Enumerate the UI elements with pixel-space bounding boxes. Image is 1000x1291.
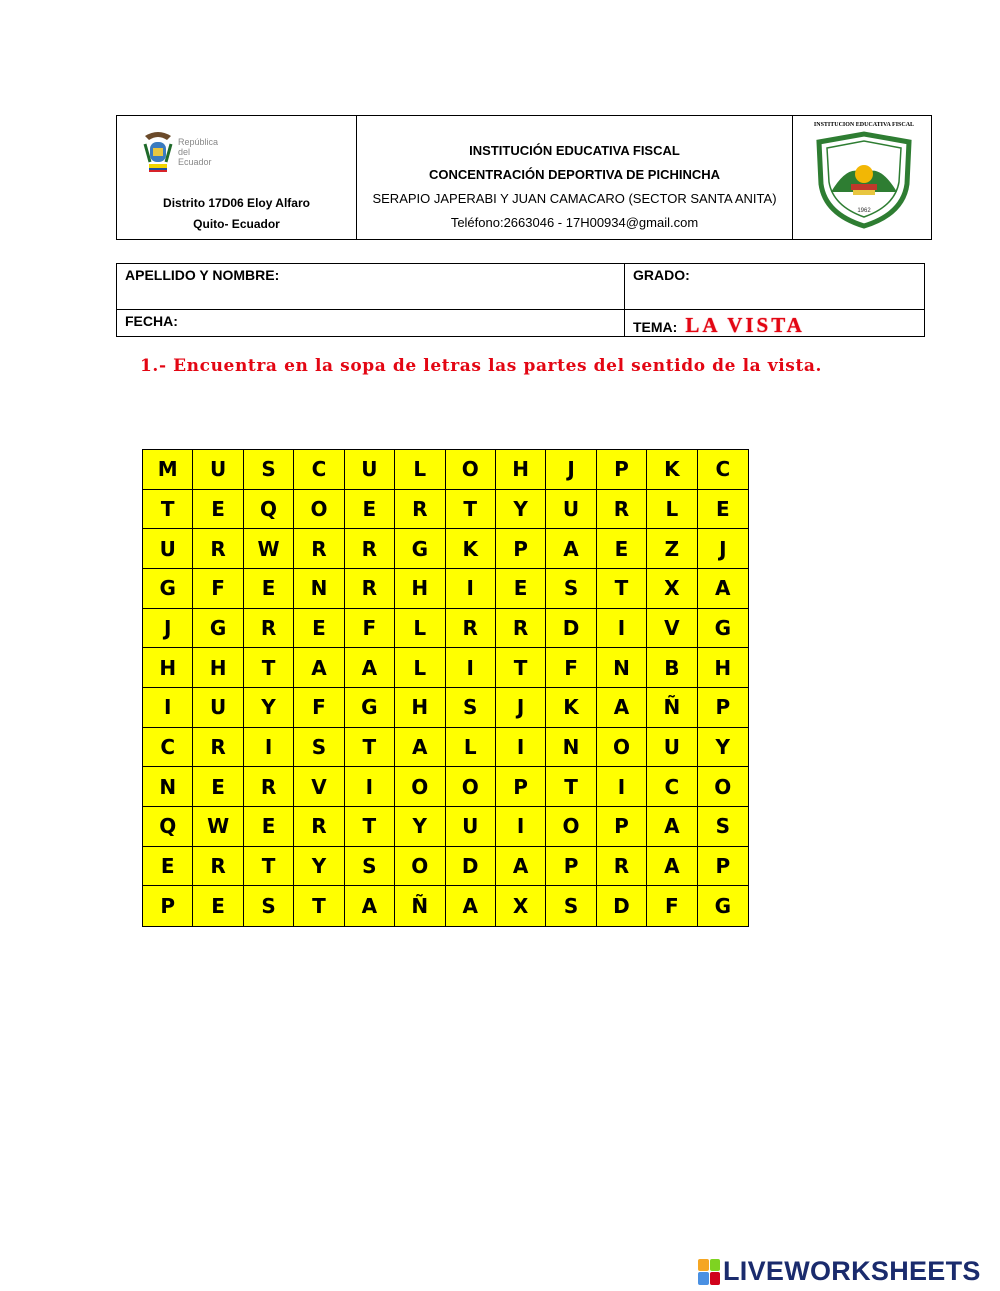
grid-cell[interactable]: F bbox=[294, 688, 344, 728]
grid-cell[interactable]: T bbox=[143, 490, 193, 530]
grid-cell[interactable]: A bbox=[496, 847, 546, 887]
grid-cell[interactable]: J bbox=[496, 688, 546, 728]
city-line: Quito- Ecuador bbox=[193, 217, 280, 231]
grid-cell[interactable]: G bbox=[395, 529, 445, 569]
grid-cell[interactable]: U bbox=[193, 450, 243, 490]
grid-cell[interactable]: K bbox=[546, 688, 596, 728]
grid-cell[interactable]: L bbox=[395, 450, 445, 490]
grid-cell[interactable]: T bbox=[546, 767, 596, 807]
grid-cell[interactable]: W bbox=[244, 529, 294, 569]
brand-logo-icon bbox=[698, 1259, 720, 1285]
grid-cell[interactable]: E bbox=[294, 609, 344, 649]
name-field[interactable] bbox=[117, 264, 625, 309]
grid-cell[interactable]: D bbox=[446, 847, 496, 887]
grid-cell[interactable]: D bbox=[546, 609, 596, 649]
grid-cell[interactable]: A bbox=[345, 648, 395, 688]
grid-cell[interactable]: E bbox=[244, 807, 294, 847]
grid-cell[interactable]: T bbox=[446, 490, 496, 530]
grid-cell[interactable]: H bbox=[143, 648, 193, 688]
grid-cell[interactable]: B bbox=[647, 648, 697, 688]
grid-cell[interactable]: R bbox=[496, 609, 546, 649]
grid-cell[interactable]: L bbox=[395, 648, 445, 688]
grid-cell[interactable]: A bbox=[395, 728, 445, 768]
grid-cell[interactable]: V bbox=[294, 767, 344, 807]
grid-cell[interactable]: P bbox=[698, 688, 748, 728]
grid-cell[interactable]: U bbox=[345, 450, 395, 490]
grid-cell[interactable]: R bbox=[597, 490, 647, 530]
institution-address: SERAPIO JAPERABI Y JUAN CAMACARO (SECTOR SANTA ANITA) bbox=[372, 191, 777, 206]
grid-cell[interactable]: C bbox=[698, 450, 748, 490]
grid-cell[interactable]: L bbox=[395, 609, 445, 649]
institution-name: CONCENTRACIÓN DEPORTIVA DE PICHINCHA bbox=[428, 167, 721, 182]
grid-cell[interactable]: R bbox=[193, 529, 243, 569]
grid-cell[interactable]: P bbox=[698, 847, 748, 887]
grid-cell[interactable]: F bbox=[647, 886, 697, 926]
grid-cell[interactable]: R bbox=[345, 529, 395, 569]
grid-cell[interactable]: Y bbox=[244, 688, 294, 728]
header-institution-cell bbox=[357, 116, 793, 239]
grid-cell[interactable]: I bbox=[496, 728, 546, 768]
grid-cell[interactable]: O bbox=[446, 767, 496, 807]
grid-cell[interactable]: G bbox=[698, 609, 748, 649]
grid-cell[interactable]: T bbox=[244, 648, 294, 688]
school-shield-icon bbox=[809, 122, 919, 232]
grid-cell[interactable]: P bbox=[496, 767, 546, 807]
grid-cell[interactable]: Y bbox=[698, 728, 748, 768]
grid-cell[interactable]: A bbox=[546, 529, 596, 569]
grid-cell[interactable]: W bbox=[193, 807, 243, 847]
grid-cell[interactable]: T bbox=[496, 648, 546, 688]
grid-cell[interactable]: A bbox=[294, 648, 344, 688]
grid-cell[interactable]: F bbox=[193, 569, 243, 609]
grid-cell[interactable]: D bbox=[597, 886, 647, 926]
grid-cell[interactable]: T bbox=[244, 847, 294, 887]
grid-cell[interactable]: R bbox=[244, 767, 294, 807]
liveworksheets-brand bbox=[698, 1256, 981, 1287]
grid-cell[interactable]: U bbox=[446, 807, 496, 847]
grid-cell[interactable]: N bbox=[143, 767, 193, 807]
grid-cell[interactable]: I bbox=[446, 648, 496, 688]
grid-cell[interactable]: N bbox=[546, 728, 596, 768]
grid-cell[interactable]: J bbox=[143, 609, 193, 649]
school-crest bbox=[809, 122, 919, 237]
grid-cell[interactable]: U bbox=[143, 529, 193, 569]
grid-cell[interactable]: O bbox=[546, 807, 596, 847]
grid-cell[interactable]: I bbox=[345, 767, 395, 807]
instruction-text: 1.- Encuentra en la sopa de letras las partes del sentido de la vista. bbox=[140, 356, 823, 376]
header-crest-cell bbox=[793, 116, 931, 239]
grid-cell[interactable]: J bbox=[698, 529, 748, 569]
grid-cell[interactable]: O bbox=[395, 847, 445, 887]
district-info bbox=[117, 193, 356, 235]
grid-cell[interactable]: N bbox=[294, 569, 344, 609]
grid-cell[interactable]: S bbox=[244, 886, 294, 926]
grid-cell[interactable]: A bbox=[597, 688, 647, 728]
grid-cell[interactable]: C bbox=[294, 450, 344, 490]
grid-cell[interactable]: A bbox=[647, 847, 697, 887]
grid-cell[interactable]: E bbox=[496, 569, 546, 609]
grid-cell[interactable]: F bbox=[345, 609, 395, 649]
grid-cell[interactable]: E bbox=[698, 490, 748, 530]
grid-cell[interactable]: E bbox=[193, 886, 243, 926]
grid-cell[interactable]: Y bbox=[294, 847, 344, 887]
grid-cell[interactable]: X bbox=[496, 886, 546, 926]
grid-cell[interactable]: J bbox=[546, 450, 596, 490]
topic-label: TEMA: bbox=[633, 319, 678, 335]
grid-cell[interactable]: Ñ bbox=[647, 688, 697, 728]
grid-cell[interactable]: A bbox=[647, 807, 697, 847]
grid-cell[interactable]: O bbox=[446, 450, 496, 490]
grid-cell[interactable]: R bbox=[446, 609, 496, 649]
crest-year: 1962 bbox=[857, 208, 871, 214]
grid-cell[interactable]: A bbox=[345, 886, 395, 926]
name-label: APELLIDO Y NOMBRE: bbox=[125, 267, 280, 283]
grid-cell[interactable]: H bbox=[698, 648, 748, 688]
grid-cell[interactable]: X bbox=[647, 569, 697, 609]
word-search-grid[interactable] bbox=[142, 449, 749, 927]
grid-cell[interactable]: U bbox=[647, 728, 697, 768]
grid-cell[interactable]: I bbox=[244, 728, 294, 768]
grid-cell[interactable]: S bbox=[244, 450, 294, 490]
grid-cell[interactable]: E bbox=[597, 529, 647, 569]
grid-cell[interactable]: R bbox=[294, 529, 344, 569]
grid-cell[interactable]: L bbox=[446, 728, 496, 768]
grade-field[interactable] bbox=[625, 264, 924, 309]
grid-cell[interactable]: R bbox=[193, 847, 243, 887]
grid-cell[interactable]: Y bbox=[395, 807, 445, 847]
grid-cell[interactable]: E bbox=[143, 847, 193, 887]
district-line: Distrito 17D06 Eloy Alfaro bbox=[163, 196, 310, 210]
student-info-table bbox=[116, 263, 925, 337]
header-left-cell bbox=[117, 116, 357, 239]
grade-label: GRADO: bbox=[633, 267, 690, 283]
ecuador-coat-of-arms-icon bbox=[141, 130, 175, 174]
grid-cell[interactable]: I bbox=[597, 609, 647, 649]
grid-cell[interactable]: F bbox=[546, 648, 596, 688]
grid-cell[interactable]: S bbox=[698, 807, 748, 847]
ecuador-logo bbox=[141, 130, 224, 174]
grid-cell[interactable]: K bbox=[647, 450, 697, 490]
grid-cell[interactable]: V bbox=[647, 609, 697, 649]
grid-cell[interactable]: Ñ bbox=[395, 886, 445, 926]
grid-cell[interactable]: S bbox=[546, 569, 596, 609]
grid-cell[interactable]: I bbox=[597, 767, 647, 807]
grid-cell[interactable]: R bbox=[294, 807, 344, 847]
grid-cell[interactable]: R bbox=[597, 847, 647, 887]
grid-cell[interactable]: R bbox=[345, 569, 395, 609]
grid-cell[interactable]: H bbox=[496, 450, 546, 490]
grid-cell[interactable]: I bbox=[446, 569, 496, 609]
grid-cell[interactable]: P bbox=[597, 450, 647, 490]
grid-cell[interactable]: P bbox=[496, 529, 546, 569]
grid-cell[interactable]: P bbox=[597, 807, 647, 847]
grid-cell[interactable]: N bbox=[597, 648, 647, 688]
grid-cell[interactable]: G bbox=[345, 688, 395, 728]
grid-cell[interactable]: L bbox=[647, 490, 697, 530]
grid-cell[interactable]: R bbox=[244, 609, 294, 649]
grid-cell[interactable]: P bbox=[546, 847, 596, 887]
grid-cell[interactable]: U bbox=[193, 688, 243, 728]
brand-name: LIVEWORKSHEETS bbox=[723, 1256, 981, 1286]
grid-cell[interactable]: T bbox=[345, 728, 395, 768]
grid-cell[interactable]: S bbox=[294, 728, 344, 768]
grid-cell[interactable]: R bbox=[395, 490, 445, 530]
grid-cell[interactable]: Q bbox=[244, 490, 294, 530]
grid-cell[interactable]: O bbox=[597, 728, 647, 768]
grid-cell[interactable]: S bbox=[546, 886, 596, 926]
grid-cell[interactable]: T bbox=[597, 569, 647, 609]
date-label: FECHA: bbox=[125, 313, 178, 329]
grid-cell[interactable]: E bbox=[345, 490, 395, 530]
grid-cell[interactable]: T bbox=[345, 807, 395, 847]
institution-contact: Teléfono:2663046 - 17H00934@gmail.com bbox=[450, 215, 699, 230]
grid-cell[interactable]: H bbox=[193, 648, 243, 688]
grid-cell[interactable]: O bbox=[294, 490, 344, 530]
grid-cell[interactable]: A bbox=[698, 569, 748, 609]
date-field[interactable] bbox=[117, 310, 625, 337]
grid-cell[interactable]: E bbox=[193, 490, 243, 530]
school-header bbox=[116, 115, 932, 240]
grid-cell[interactable]: E bbox=[244, 569, 294, 609]
grid-cell[interactable]: C bbox=[143, 728, 193, 768]
grid-cell[interactable]: O bbox=[698, 767, 748, 807]
grid-cell[interactable]: E bbox=[193, 767, 243, 807]
grid-cell[interactable]: I bbox=[496, 807, 546, 847]
grid-cell[interactable]: U bbox=[546, 490, 596, 530]
grid-cell[interactable]: Z bbox=[647, 529, 697, 569]
grid-cell[interactable]: R bbox=[193, 728, 243, 768]
topic-field bbox=[625, 310, 924, 337]
grid-cell[interactable]: T bbox=[294, 886, 344, 926]
grid-cell[interactable]: O bbox=[395, 767, 445, 807]
grid-cell[interactable]: H bbox=[395, 688, 445, 728]
grid-cell[interactable]: I bbox=[143, 688, 193, 728]
topic-value: LA VISTA bbox=[685, 313, 805, 337]
grid-cell[interactable]: G bbox=[714, 894, 731, 919]
grid-cell[interactable]: P bbox=[143, 886, 193, 926]
grid-cell[interactable]: S bbox=[345, 847, 395, 887]
grid-cell[interactable]: K bbox=[446, 529, 496, 569]
grid-cell[interactable]: S bbox=[446, 688, 496, 728]
grid-cell[interactable]: G bbox=[143, 569, 193, 609]
grid-cell[interactable]: Q bbox=[143, 807, 193, 847]
crest-top-text: INSTITUCION EDUCATIVA FISCAL bbox=[813, 122, 915, 128]
grid-cell[interactable]: M bbox=[143, 450, 193, 490]
grid-cell[interactable]: G bbox=[193, 609, 243, 649]
institution-type: INSTITUCIÓN EDUCATIVA FISCAL bbox=[469, 143, 680, 158]
logo-text: República del Ecuador bbox=[178, 137, 219, 167]
grid-cell[interactable]: H bbox=[395, 569, 445, 609]
grid-cell[interactable]: A bbox=[446, 886, 496, 926]
grid-cell[interactable]: Y bbox=[496, 490, 546, 530]
grid-cell[interactable]: C bbox=[647, 767, 697, 807]
